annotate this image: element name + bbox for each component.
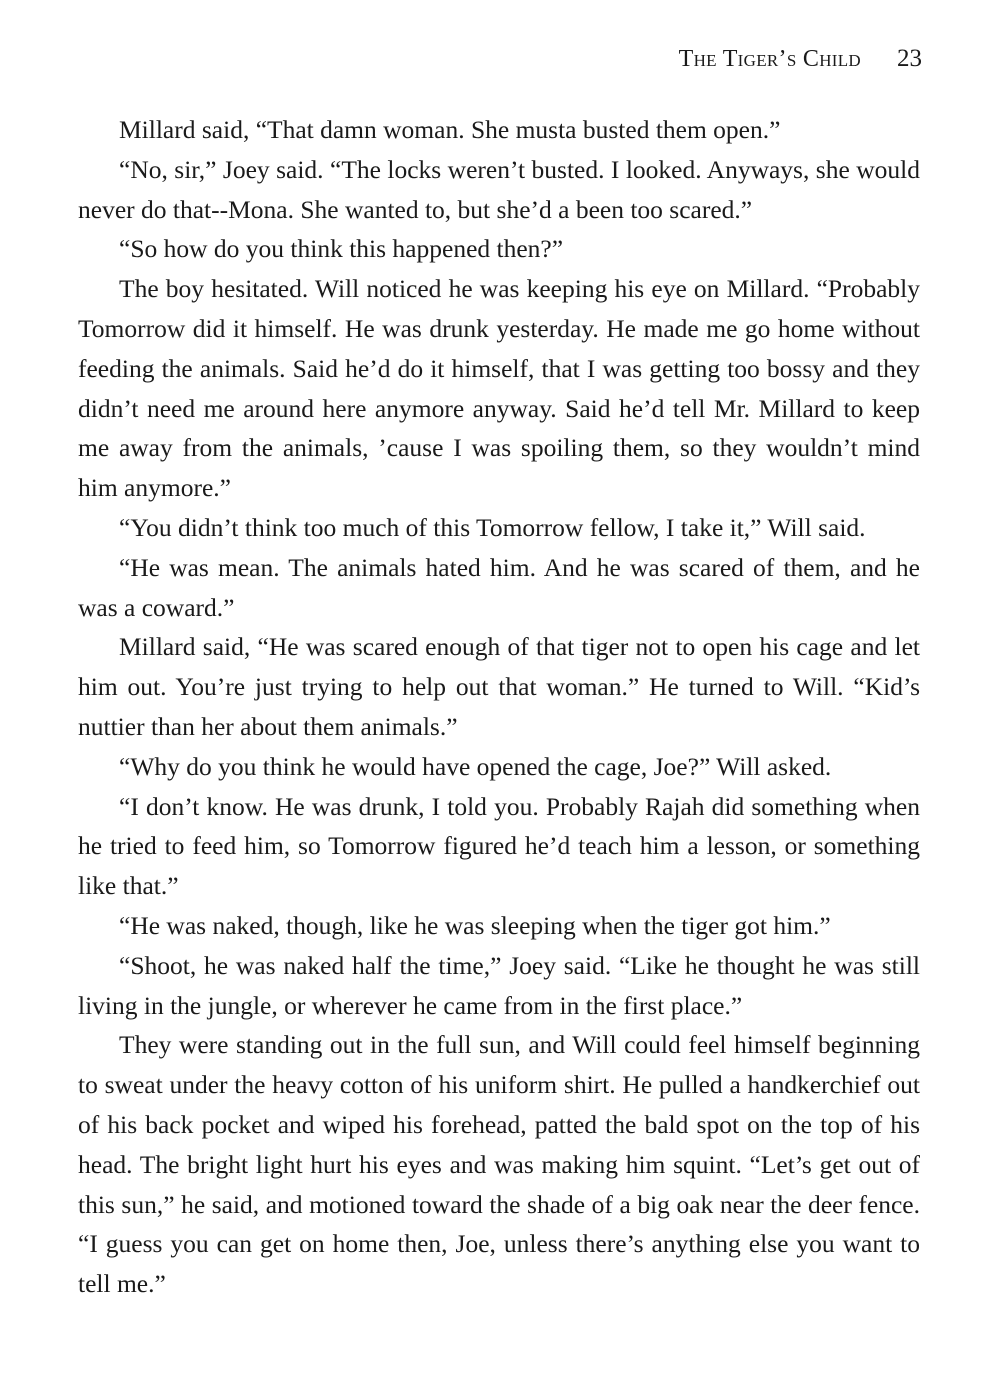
paragraph: “He was mean. The animals hated him. And he was scared of them, and he was a coward.” — [78, 552, 920, 622]
page-number: 23 — [897, 45, 922, 72]
body-text — [78, 110, 920, 1304]
paragraph: “So how do you think this happened then?” — [119, 234, 564, 264]
paragraph: Millard said, “He was scared enough of that tiger not to open his cage and let him out. You’re just trying to help out that woman.” He turned to Will. “Kid’s nuttier than her about them animals.” — [78, 632, 920, 741]
paragraph: “Shoot, he was naked half the time,” Joey said. “Like he thought he was still living in the jungle, or wherever he came from in the first place.” — [78, 950, 920, 1020]
paragraph: The boy hesitated. Will noticed he was keeping his eye on Millard. “Probably Tomorrow did it himself. He was drunk yesterday. He made me go home without feeding the animals. Said he’d do it himself, that I was getting too bossy and they didn’t need me around here anymore anyway. Said he’d tell Mr. Millard to keep me away from the animals, ’cause I was spoiling them, so they wouldn’t mind him anymore.” — [78, 274, 920, 503]
paragraph: They were standing out in the full sun, and Will could feel himself beginning to sweat under the heavy cotton of his uniform shirt. He pulled a handkerchief out of his back pocket and wiped his forehead, patted the bald spot on the top of his head. The bright light hurt his eyes and was making him squint. “Let’s get out of this sun,” he said, and motioned toward the shade of a big oak near the deer fence. “I guess you can get on home then, Joe, unless there’s anything else you want to tell me.” — [78, 1030, 920, 1299]
paragraph: “I don’t know. He was drunk, I told you. Probably Rajah did something when he tried to feed him, so Tomorrow figured he’d teach him a lesson, or something like that.” — [78, 791, 920, 901]
paragraph: “Why do you think he would have opened the cage, Joe?” Will asked. — [119, 751, 832, 781]
paragraph: “You didn’t think too much of this Tomorrow fellow, I take it,” Will said. — [119, 512, 866, 542]
running-title: The Tiger’s Child — [678, 46, 861, 72]
paragraph: “He was naked, though, like he was sleeping when the tiger got him.” — [119, 910, 831, 940]
running-head — [679, 44, 922, 74]
paragraph: Millard said, “That damn woman. She musta busted them open.” — [119, 115, 781, 144]
paragraph: “No, sir,” Joey said. “The locks weren’t busted. I looked. Anyways, she would never do that--Mona. She wanted to, but she’d a been too scared.” — [78, 154, 920, 224]
